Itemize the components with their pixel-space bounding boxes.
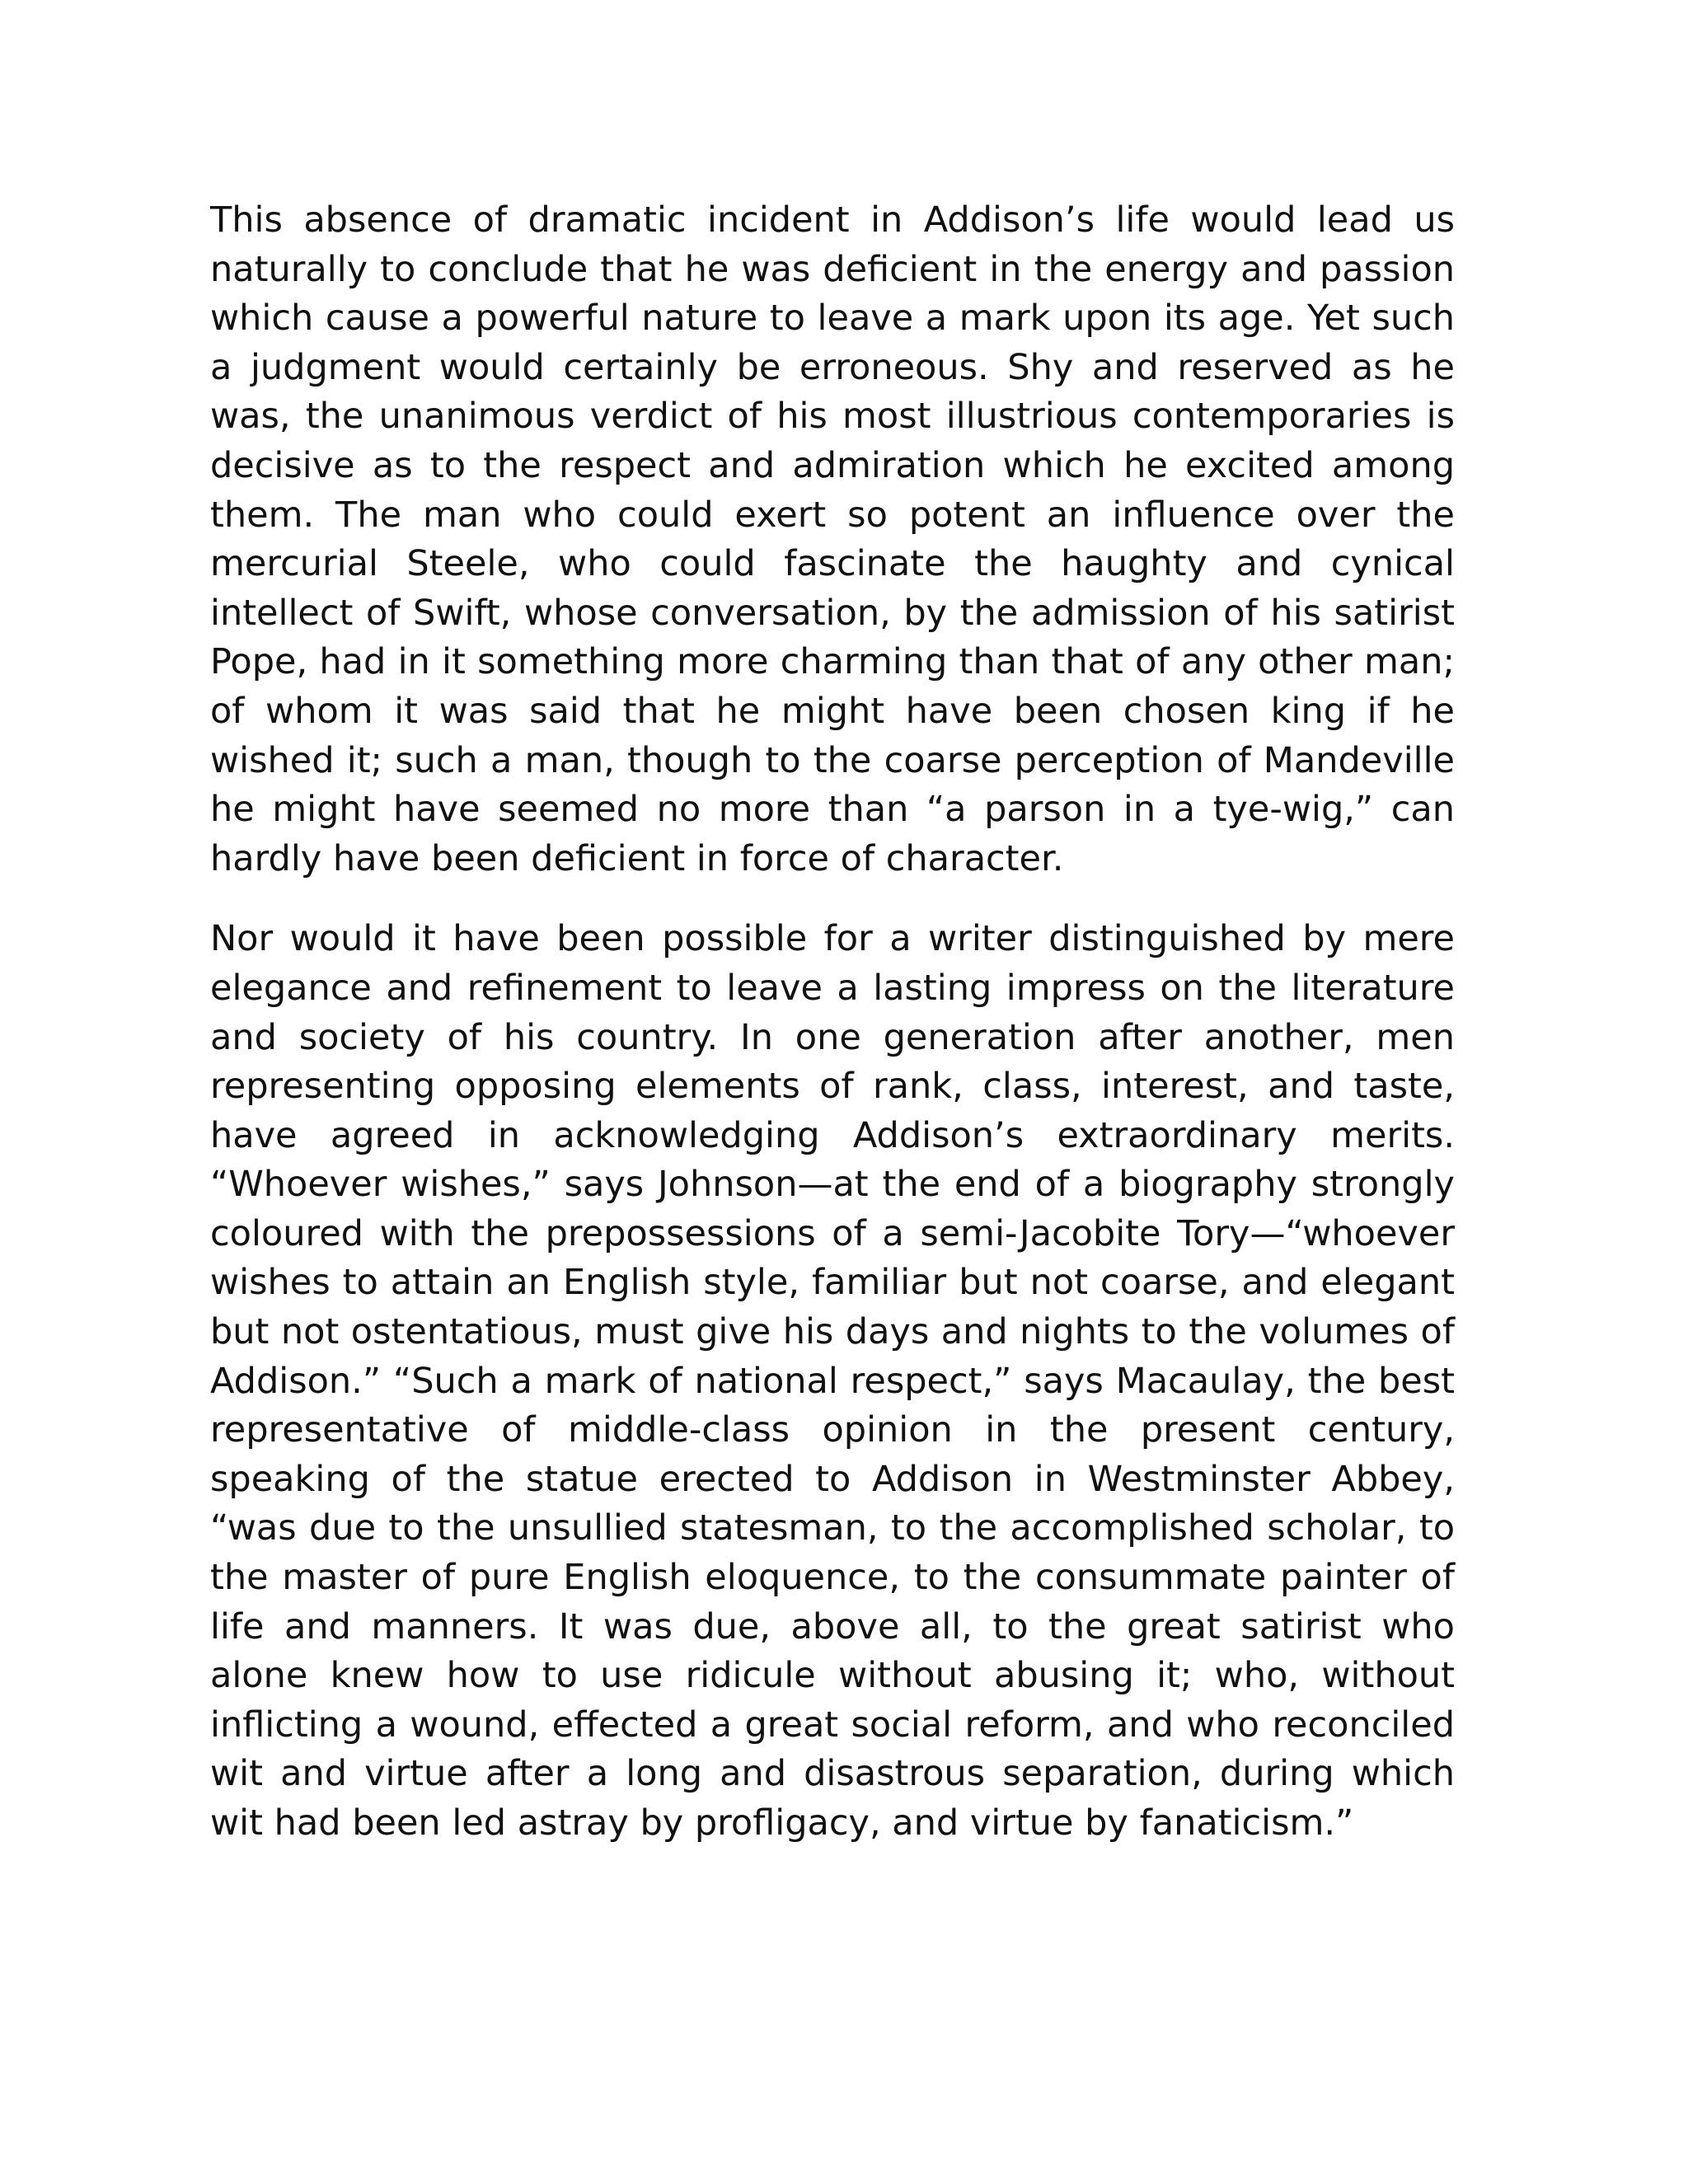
body-text (210, 196, 1455, 1880)
paragraph-2: Nor would it have been possible for a writer distinguished by mere elegance and refinement to leave a lasting impress on the literature and society of his country. In one generation after another, men representing opposing elements of rank, class, interest, and taste, have agreed in acknowledging Addison’s extraordinary merits. “Whoever wishes,” says Johnson—at the end of a biography strongly coloured with the prepossessions of a semi-Jacobite Tory—“whoever wishes to attain an English style, familiar but not coarse, and elegant but not ostentatious, must give his days and nights to the volumes of Addison.” “Such a mark of national respect,” says Macaulay, the best representative of middle-class opinion in the present century, speaking of the statue erected to Addison in Westminster Abbey, “was due to the unsullied statesman, to the accomplished scholar, to the master of pure English eloquence, to the consummate painter of life and manners. It was due, above all, to the great satirist who alone knew how to use ridicule without abusing it; who, without inflicting a wound, effected a great social reform, and who reconciled wit and virtue after a long and disastrous separation, during which wit had been led astray by profligacy, and virtue by fanaticism.” (210, 918, 1455, 1844)
paragraph-1: This absence of dramatic incident in Addison’s life would lead us naturally to conclude that he was deficient in the energy and passion which cause a powerful nature to leave a mark upon its age. Yet such a judgment would certainly be erroneous. Shy and reserved as he was, the unanimous verdict of his most illustrious contemporaries is decisive as to the respect and admiration which he excited among them. The man who could exert so potent an influence over the mercurial Steele, who could fascinate the haughty and cynical intellect of Swift, whose conversation, by the admission of his satirist Pope, had in it something more charming than that of any other man; of whom it was said that he might have been chosen king if he wished it; such a man, though to the coarse perception of Mandeville he might have seemed no more than “a parson in a tye-wig,” can hardly have been deficient in force of character. (210, 199, 1455, 879)
